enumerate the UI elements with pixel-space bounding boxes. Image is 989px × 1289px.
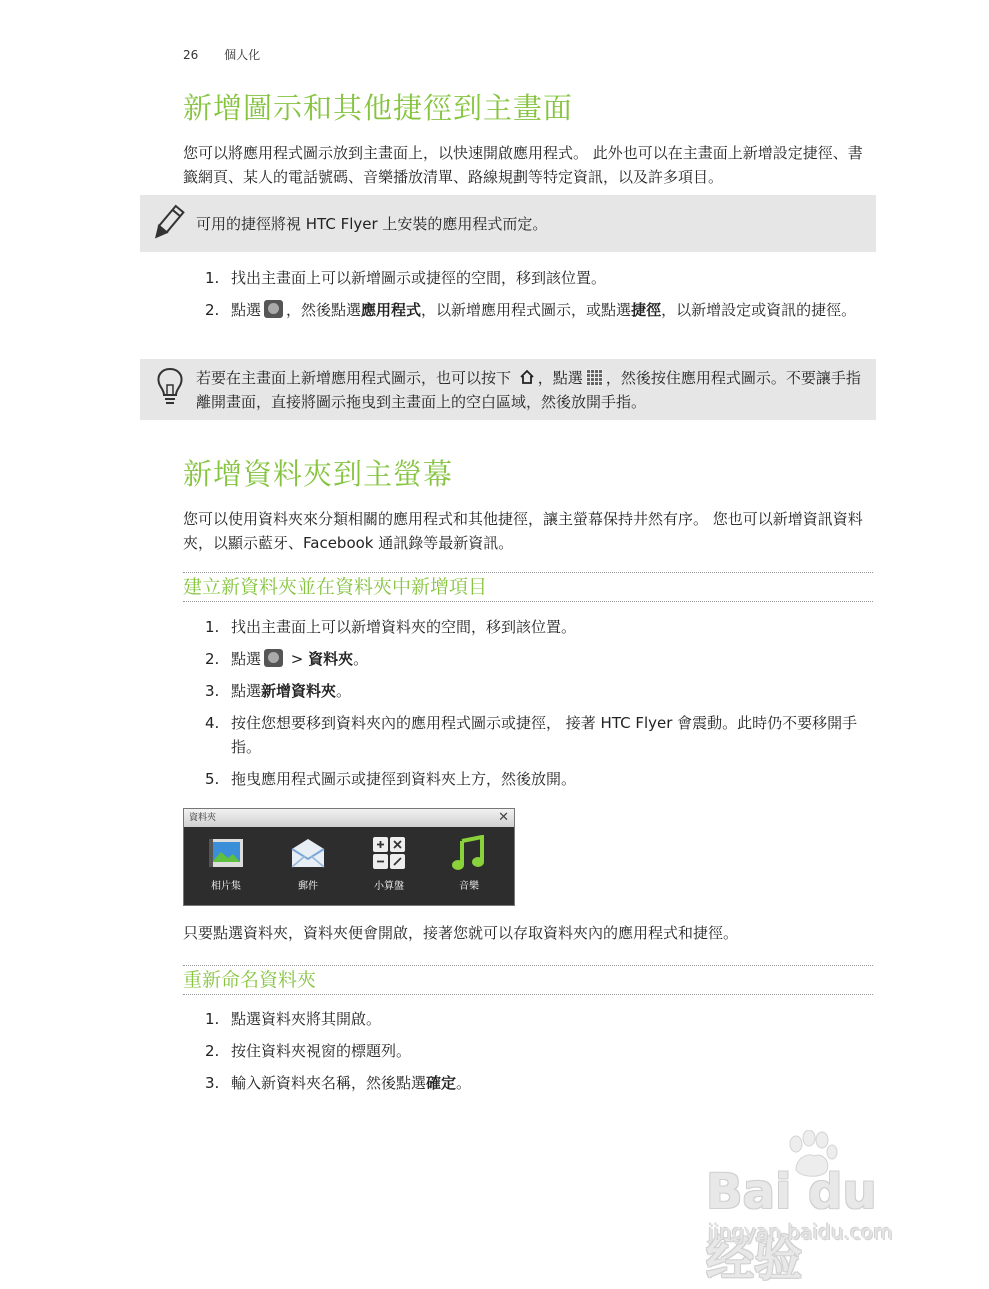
watermark-logo: Bai du 经验 (706, 1164, 877, 1287)
folder-open-text: 只要點選資料夾，資料夾便會開啟，接著您就可以存取資料夾內的應用程式和捷徑。 (183, 924, 739, 942)
folder-title: 資料夾 (189, 813, 217, 823)
page-header (183, 46, 260, 63)
home-icon (519, 369, 535, 385)
app-photo-album[interactable]: 相片集 (186, 835, 266, 892)
calculator-icon (370, 835, 408, 871)
mail-icon (289, 835, 327, 871)
subsection-title-rename-folder: 重新命名資料夾 (183, 965, 873, 995)
page-number: 26 (183, 48, 199, 62)
close-icon[interactable]: ✕ (498, 810, 509, 825)
list-item: 2. 按住資料夾視窗的標題列。 (205, 1042, 412, 1060)
section2-intro: 您可以使用資料夾來分類相關的應用程式和其他捷徑，讓主螢幕保持井然有序。 您也可以新增資訊資料夾，以顯示藍牙、Facebook 通訊錄等最新資訊。 (183, 510, 863, 552)
add-icon (264, 300, 283, 318)
list-item: 2. 點選 ，然後點選應用程式，以新增應用程式圖示，或點選捷徑，以新增設定或資訊的捷徑。 (205, 301, 857, 319)
section-title-add-shortcuts: 新增圖示和其他捷徑到主畫面 (183, 91, 574, 125)
section2-steps (183, 615, 873, 799)
list-item: 3. 輸入新資料夾名稱，然後點選確定。 (205, 1074, 472, 1092)
pencil-icon (148, 203, 188, 243)
tip-box (140, 359, 876, 420)
app-mail[interactable]: 郵件 (268, 835, 348, 892)
photo-album-icon (207, 835, 245, 871)
list-item: 1. 找出主畫面上可以新增資料夾的空間，移到該位置。 (205, 618, 577, 636)
lightbulb-icon (152, 365, 188, 409)
baidu-watermark (700, 1130, 940, 1287)
music-icon (450, 835, 488, 871)
chapter-title: 個人化 (224, 48, 261, 62)
rename-steps (183, 1007, 873, 1103)
list-item: 5. 拖曳應用程式圖示或捷徑到資料夾上方，然後放開。 (205, 770, 577, 788)
watermark-url: jingyan.baidu.com (708, 1220, 893, 1244)
add-icon (264, 649, 283, 667)
list-item: 1. 找出主畫面上可以新增圖示或捷徑的空間，移到該位置。 (205, 269, 607, 287)
app-music[interactable]: 音樂 (429, 835, 509, 892)
tip-text: 若要在主畫面上新增應用程式圖示，也可以按下 ，點選 ，然後按住應用程式圖示。不要讓手指離開畫面，直接將圖示拖曳到主畫面上的空白區域，然後放開手指。 (196, 369, 861, 411)
note-text: 可用的捷徑將視 HTC Flyer 上安裝的應用程式而定。 (196, 215, 548, 233)
app-calculator[interactable]: 小算盤 (349, 835, 429, 892)
list-item: 4. 按住您想要移到資料夾內的應用程式圖示或捷徑， 接著 HTC Flyer 會震動。此時仍不要移開手指。 (205, 714, 858, 756)
list-item: 2. 點選 > 資料夾。 (205, 650, 369, 668)
folder-title-bar[interactable] (184, 809, 514, 827)
list-item: 1. 點選資料夾將其開啟。 (205, 1010, 382, 1028)
section1-steps (183, 266, 873, 330)
section1-intro: 您可以將應用程式圖示放到主畫面上，以快速開啟應用程式。 此外也可以在主畫面上新增設定捷徑、書籤網頁、某人的電話號碼、音樂播放清單、路線規劃等特定資訊，以及許多項目。 (183, 144, 863, 186)
section-title-add-folder: 新增資料夾到主螢幕 (183, 457, 454, 491)
all-apps-icon (586, 369, 603, 386)
subsection-title-create-folder: 建立新資料夾並在資料夾中新增項目 (183, 572, 873, 602)
note-box (140, 195, 876, 252)
folder-window (183, 808, 515, 906)
list-item: 3. 點選新增資料夾。 (205, 682, 352, 700)
